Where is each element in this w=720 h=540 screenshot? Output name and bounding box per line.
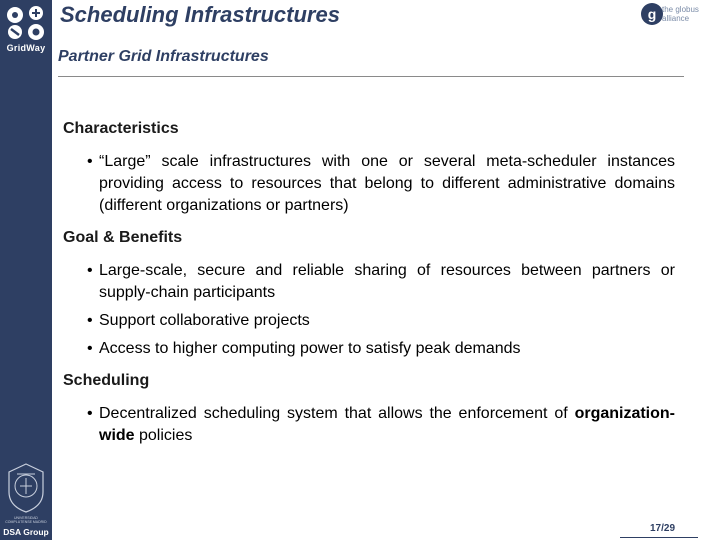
gridway-logo-icon (5, 5, 47, 41)
section-heading: Scheduling (63, 372, 150, 389)
section-goal-benefits (63, 229, 675, 360)
bullet-item (63, 403, 675, 447)
svg-text:g: g (647, 6, 657, 22)
bullet-item (63, 338, 675, 360)
bullet-icon: • (87, 153, 93, 170)
group-label: DSA Group (3, 527, 49, 537)
gridway-brand-label: GridWay (6, 43, 46, 53)
header-divider (58, 76, 684, 77)
bullet-item (63, 310, 675, 332)
bullet-text: “Large” scale infrastructures with one or several meta-scheduler instances providing access to resources that belong to different administrative domains (different organizations or partners) (99, 153, 675, 214)
section-scheduling (63, 372, 675, 447)
sidebar (0, 0, 52, 540)
section-heading: Goal & Benefits (63, 229, 183, 246)
footer-divider (620, 537, 698, 538)
bullet-icon: • (87, 312, 93, 329)
bullet-icon: • (87, 340, 93, 357)
bullet-item (63, 151, 675, 217)
bullet-icon: • (87, 405, 93, 422)
page-number: 17/29 (650, 523, 676, 534)
bullet-icon: • (87, 262, 93, 279)
section-heading: Characteristics (63, 120, 179, 137)
bullet-text: Access to higher computing power to satisfy peak demands (99, 340, 521, 357)
bullet-text: Large-scale, secure and reliable sharing of resources between partners or supply-chain participants (99, 262, 675, 301)
page-title: Scheduling Infrastructures (60, 2, 340, 27)
university-crest-icon (5, 462, 47, 514)
bullet-text-tail: policies (134, 427, 193, 444)
page-subtitle: Partner Grid Infrastructures (58, 48, 269, 65)
bullet-text: Support collaborative projects (99, 312, 310, 329)
bullet-item (63, 260, 675, 304)
bullet-text: Decentralized scheduling system that allows the enforcement of (99, 405, 575, 422)
bullet-text-bold: organization-wide (99, 405, 675, 444)
crest-caption: UNIVERSIDAD COMPLUTENSE MADRID (5, 516, 47, 524)
slide-content (63, 120, 675, 447)
section-characteristics (63, 120, 675, 217)
partner-logo-text: the globus alliance (662, 5, 699, 23)
